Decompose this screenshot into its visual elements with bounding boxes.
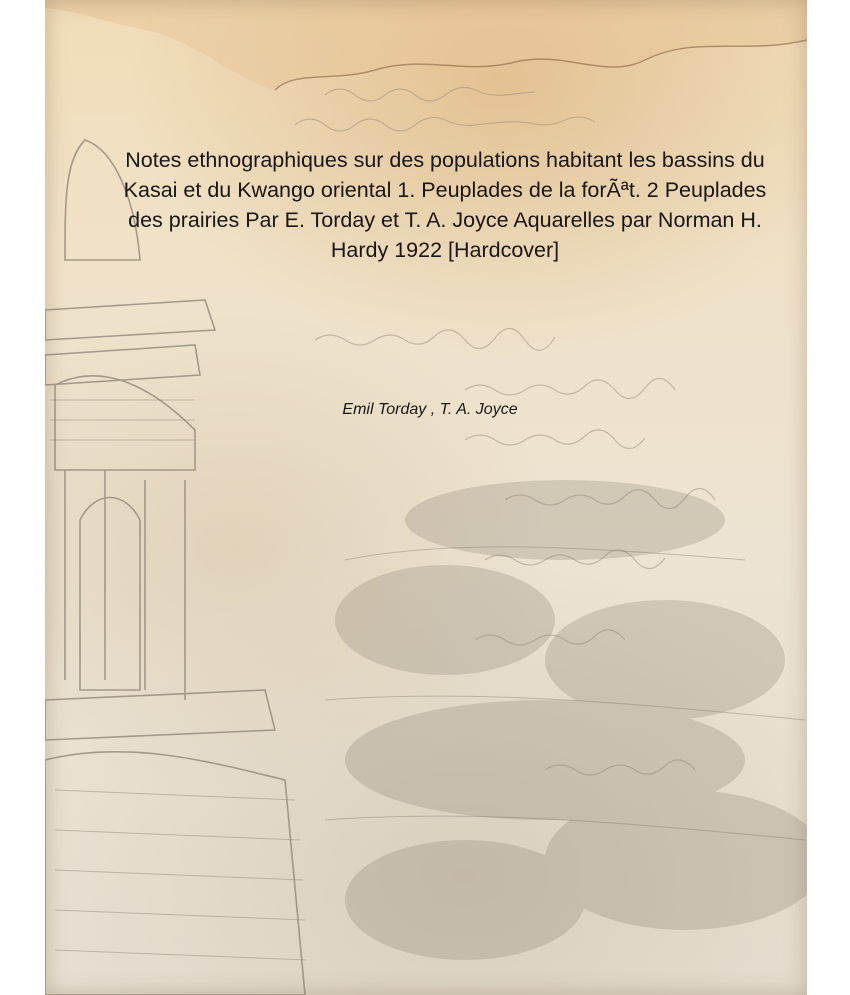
book-title: Notes ethnographiques sur des populations habitant les bassins du Kasai et du Kwango oriental 1. Peuplades de la forÃªt. 2 Peuplades des prairies Par E. Torday et T. A. Joyce Aquarelles par Norman H. Hardy 1922 [Hardcover]: [123, 148, 767, 262]
book-cover: [45, 0, 807, 995]
book-authors: Emil Torday , T. A. Joyce: [342, 401, 518, 418]
